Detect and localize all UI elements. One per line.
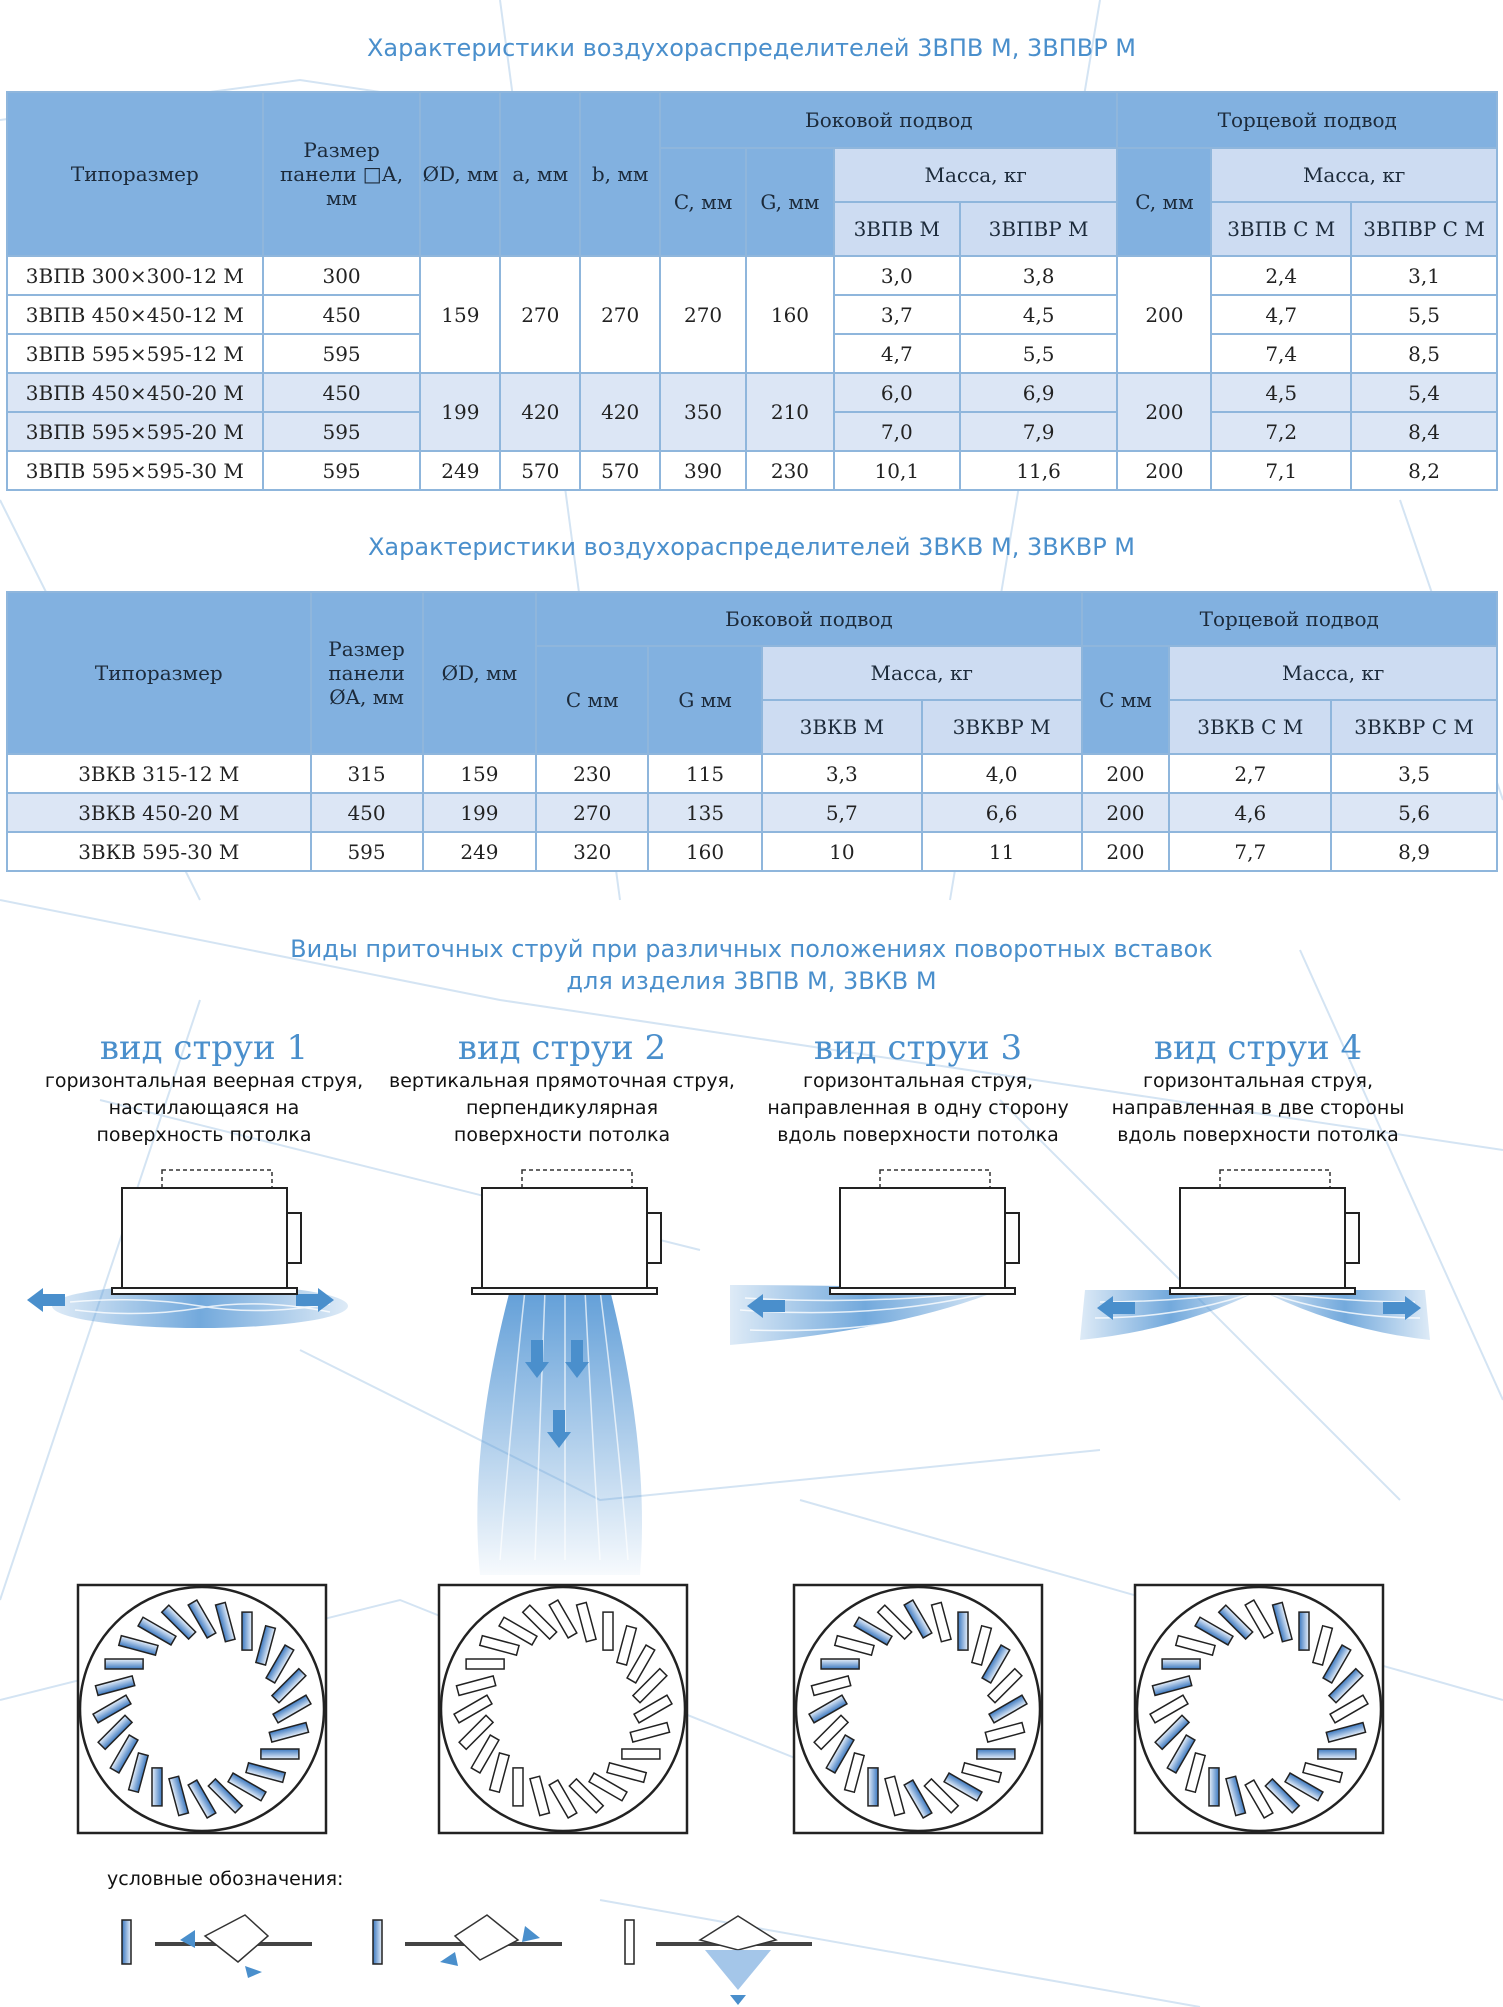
cell-m1: 5,7 (762, 793, 922, 832)
panel-slot (1318, 1749, 1356, 1759)
cell-d: 199 (423, 793, 537, 832)
cell-type: 3ВПВ 300×300-12 М (7, 256, 263, 295)
panel-slot (242, 1612, 252, 1650)
panel-slot (622, 1749, 660, 1759)
jet3-line3: вдоль поверхности потолка (777, 1124, 1059, 1146)
panel-view-1 (78, 1585, 326, 1833)
panel-slot (1162, 1659, 1200, 1669)
cell-g: 160 (648, 832, 762, 871)
cell-m2: 7,9 (960, 412, 1118, 451)
cell-m1: 6,0 (834, 373, 960, 412)
panel-slot (821, 1659, 859, 1669)
cell-m1: 10,1 (834, 451, 960, 490)
jet2-line2: перпендикулярная (465, 1097, 659, 1119)
jet2-line1: вертикальная прямоточная струя, (389, 1070, 735, 1092)
cell-a: 270 (500, 256, 580, 373)
cell-m3: 4,5 (1211, 373, 1351, 412)
cell-m1: 3,7 (834, 295, 960, 334)
jet4-title: вид струи 4 (1153, 1028, 1363, 1068)
cell-m1: 7,0 (834, 412, 960, 451)
header-c: C, мм (660, 148, 746, 256)
header-panel: Размер панели □А, мм (263, 92, 421, 256)
cell-panel: 595 (263, 412, 421, 451)
panel-slot (958, 1612, 968, 1650)
jet3-line1: горизонтальная струя, (802, 1070, 1034, 1092)
jet2-title: вид струи 2 (457, 1028, 667, 1068)
legend-symbol-2 (373, 1915, 562, 1966)
jet1-line1: горизонтальная веерная струя, (44, 1070, 364, 1092)
cell-m4: 3,1 (1351, 256, 1497, 295)
cell-m4: 5,6 (1331, 793, 1497, 832)
cell-m1: 3,0 (834, 256, 960, 295)
cell-c2: 200 (1117, 256, 1211, 373)
jet1-line2: настилающаяся на (108, 1097, 300, 1119)
cell-m4: 8,4 (1351, 412, 1497, 451)
cell-c: 390 (660, 451, 746, 490)
legend-symbol-3 (625, 1916, 812, 2005)
jet3-line2: направленная в одну сторону (767, 1097, 1069, 1119)
cell-m3: 7,7 (1169, 832, 1331, 871)
cell-g: 115 (648, 754, 762, 793)
cell-type: 3ВПВ 450×450-20 М (7, 373, 263, 412)
header-m3: 3ВКВ С М (1169, 700, 1331, 754)
cell-type: 3ВПВ 595×595-12 М (7, 334, 263, 373)
cell-m1: 4,7 (834, 334, 960, 373)
jet4-side-view (1080, 1170, 1430, 1340)
cell-c: 270 (660, 256, 746, 373)
header-m1: 3ВКВ М (762, 700, 922, 754)
jets-title-line2: для изделия 3ВПВ М, 3ВКВ М (566, 967, 937, 995)
cell-b: 270 (580, 256, 660, 373)
header-m4: 3ВКВР С М (1331, 700, 1497, 754)
jet3-side-view (730, 1170, 1019, 1345)
header-mass: Масса, кг (762, 646, 1082, 700)
cell-panel: 595 (263, 334, 421, 373)
panel-slot (513, 1768, 523, 1806)
panel-slot (977, 1749, 1015, 1759)
cell-type: 3ВКВ 450-20 М (7, 793, 311, 832)
panel-slot (152, 1768, 162, 1806)
cell-m1: 10 (762, 832, 922, 871)
cell-a: 570 (500, 451, 580, 490)
cell-m2: 6,9 (960, 373, 1118, 412)
cell-m2: 6,6 (922, 793, 1082, 832)
cell-d: 249 (423, 832, 537, 871)
jet2-line3: поверхности потолка (453, 1124, 671, 1146)
header-g: G, мм (746, 148, 834, 256)
jet4-line1: горизонтальная струя, (1142, 1070, 1374, 1092)
cell-m2: 4,0 (922, 754, 1082, 793)
cell-d: 199 (420, 373, 500, 451)
header-type: Типоразмер (7, 92, 263, 256)
panel-view-4 (1135, 1585, 1383, 1833)
cell-type: 3ВКВ 595-30 М (7, 832, 311, 871)
cell-m3: 7,4 (1211, 334, 1351, 373)
cell-c2: 200 (1082, 832, 1170, 871)
table1-title: Характеристики воздухораспределителей 3ВПВ М, 3ВПВР М (366, 34, 1137, 62)
header-mass2: Масса, кг (1211, 148, 1497, 202)
cell-c2: 200 (1082, 754, 1170, 793)
cell-c2: 200 (1117, 373, 1211, 451)
jet1-title: вид струи 1 (99, 1028, 309, 1068)
cell-m3: 7,1 (1211, 451, 1351, 490)
panel-slot (261, 1749, 299, 1759)
cell-c2: 200 (1117, 451, 1211, 490)
cell-type: 3ВПВ 450×450-12 М (7, 295, 263, 334)
cell-d: 159 (420, 256, 500, 373)
cell-c: 320 (536, 832, 648, 871)
cell-c: 270 (536, 793, 648, 832)
panel-slot (868, 1768, 878, 1806)
header-mass2: Масса, кг (1169, 646, 1497, 700)
cell-type: 3ВПВ 595×595-30 М (7, 451, 263, 490)
cell-panel: 595 (311, 832, 423, 871)
cell-type: 3ВКВ 315-12 М (7, 754, 311, 793)
cell-a: 420 (500, 373, 580, 451)
header-g: G мм (648, 646, 762, 754)
cell-c2: 200 (1082, 793, 1170, 832)
panel-slot (603, 1612, 613, 1650)
cell-panel: 315 (311, 754, 423, 793)
cell-m4: 8,5 (1351, 334, 1497, 373)
header-m3: 3ВПВ С М (1211, 202, 1351, 256)
header-d: ØD, мм (420, 92, 500, 256)
panel-view-2 (439, 1585, 687, 1833)
cell-g: 210 (746, 373, 834, 451)
header-c: C мм (536, 646, 648, 754)
header-d: ØD, мм (423, 592, 537, 754)
header-b: b, мм (580, 92, 660, 256)
panel-slot (105, 1659, 143, 1669)
legend-symbols (122, 1915, 812, 2005)
header-c2: C мм (1082, 646, 1170, 754)
cell-m3: 4,7 (1211, 295, 1351, 334)
panel-view-3 (794, 1585, 1042, 1833)
header-side: Боковой подвод (536, 592, 1081, 646)
jet4-line2: направленная в две стороны (1111, 1097, 1405, 1119)
cell-m2: 4,5 (960, 295, 1118, 334)
cell-m3: 7,2 (1211, 412, 1351, 451)
cell-d: 159 (423, 754, 537, 793)
cell-m4: 8,2 (1351, 451, 1497, 490)
jet2-side-view (472, 1170, 661, 1575)
legend-symbol-1 (122, 1915, 312, 1978)
cell-m2: 3,8 (960, 256, 1118, 295)
jet3-title: вид струи 3 (813, 1028, 1023, 1068)
panel-slot (1209, 1768, 1219, 1806)
panel-slot (1299, 1612, 1309, 1650)
header-panel: Размер панели ØA, мм (311, 592, 423, 754)
cell-b: 420 (580, 373, 660, 451)
cell-m3: 2,7 (1169, 754, 1331, 793)
header-side: Боковой подвод (660, 92, 1117, 148)
cell-m3: 2,4 (1211, 256, 1351, 295)
cell-m1: 3,3 (762, 754, 922, 793)
cell-panel: 450 (263, 373, 421, 412)
legend-label: условные обозначения: (107, 1868, 344, 1890)
header-m2: 3ВПВР М (960, 202, 1118, 256)
cell-panel: 595 (263, 451, 421, 490)
cell-b: 570 (580, 451, 660, 490)
jets-title-line1: Виды приточных струй при различных положениях поворотных вставок (290, 935, 1213, 963)
cell-m4: 3,5 (1331, 754, 1497, 793)
cell-g: 160 (746, 256, 834, 373)
cell-c: 230 (536, 754, 648, 793)
header-m2: 3ВКВР М (922, 700, 1082, 754)
panel-views (78, 1585, 1383, 1833)
header-c2: C, мм (1117, 148, 1211, 256)
cell-d: 249 (420, 451, 500, 490)
cell-m2: 11,6 (960, 451, 1118, 490)
header-m1: 3ВПВ М (834, 202, 960, 256)
cell-m4: 5,5 (1351, 295, 1497, 334)
cell-g: 230 (746, 451, 834, 490)
cell-m2: 5,5 (960, 334, 1118, 373)
jet1-line3: поверхность потолка (96, 1124, 312, 1146)
jet1-side-view (27, 1170, 348, 1328)
cell-panel: 450 (311, 793, 423, 832)
header-end: Торцевой подвод (1082, 592, 1497, 646)
cell-m3: 4,6 (1169, 793, 1331, 832)
header-m4: 3ВПВР С М (1351, 202, 1497, 256)
cell-type: 3ВПВ 595×595-20 М (7, 412, 263, 451)
cell-panel: 300 (263, 256, 421, 295)
cell-panel: 450 (263, 295, 421, 334)
cell-m4: 8,9 (1331, 832, 1497, 871)
header-a: a, мм (500, 92, 580, 256)
cell-g: 135 (648, 793, 762, 832)
cell-m2: 11 (922, 832, 1082, 871)
cell-c: 350 (660, 373, 746, 451)
cell-m4: 5,4 (1351, 373, 1497, 412)
jet4-line3: вдоль поверхности потолка (1117, 1124, 1399, 1146)
header-end: Торцевой подвод (1117, 92, 1497, 148)
header-mass: Масса, кг (834, 148, 1118, 202)
table2-title: Характеристики воздухораспределителей 3ВКВ М, 3ВКВР М (367, 533, 1135, 561)
panel-slot (466, 1659, 504, 1669)
header-type: Типоразмер (7, 592, 311, 754)
